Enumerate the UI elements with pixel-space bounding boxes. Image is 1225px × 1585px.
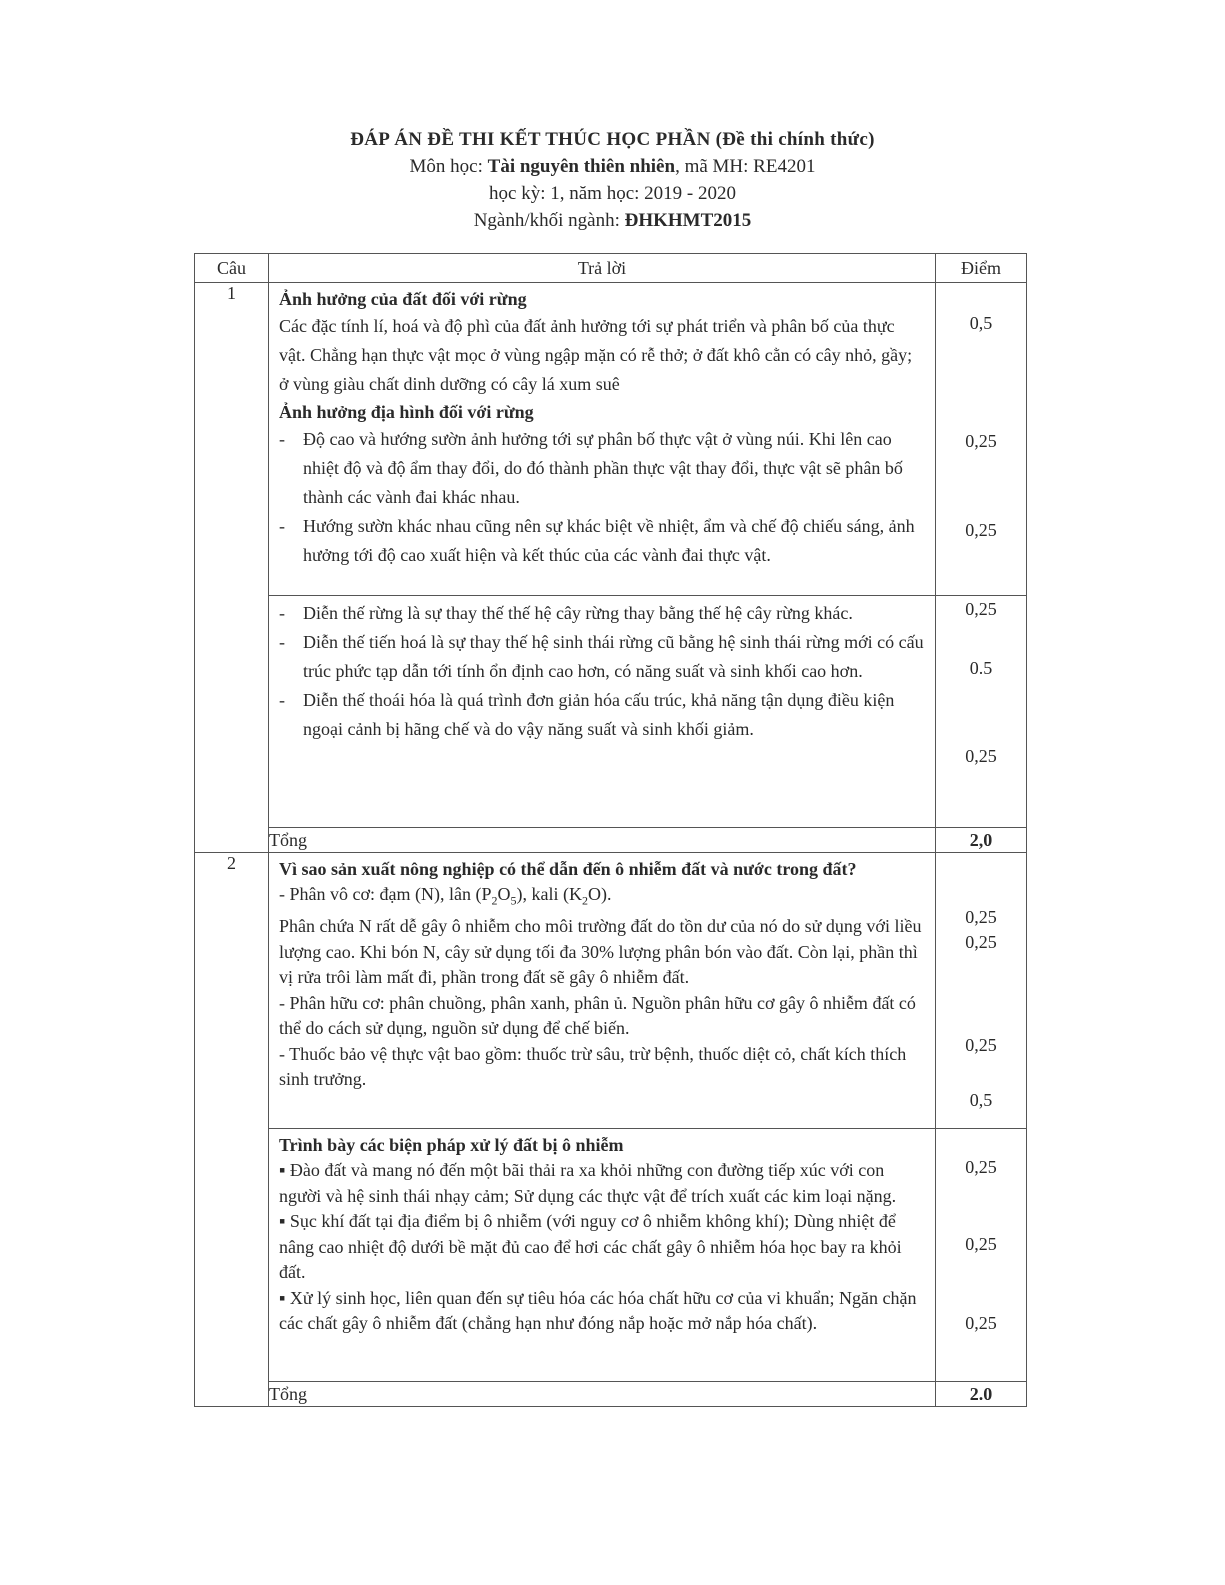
total-label: Tổng [269,1382,936,1407]
column-header-question: Câu [195,254,269,283]
total-row [195,1382,1027,1407]
answer-cell [269,1129,936,1382]
column-header-answer: Trả lời [269,254,936,283]
table-row [195,1129,1027,1382]
column-header-score: Điểm [936,254,1027,283]
score-cell [936,596,1027,828]
table-row [195,596,1027,828]
score-value: 0,25 [965,1035,997,1055]
total-score: 2.0 [936,1382,1027,1407]
score-value: 0,5 [969,1090,993,1110]
section-heading: Vì sao sản xuất nông nghiệp có thể dẫn đến ô nhiễm đất và nước trong đất? [279,859,857,879]
score-value: 0,25 [965,520,997,540]
score-value: 0,25 [965,1313,997,1333]
question-number: 2 [195,853,269,1407]
score-value: 0,25 [965,1157,997,1177]
score-value: 0,25 [965,431,997,451]
document-header [0,126,1225,234]
answer-paragraph: - Phân hữu cơ: phân chuồng, phân xanh, phân ủ. Nguồn phân hữu cơ gây ô nhiễm đất có thể do cách sử dụng, nguồn sử dụng để chế biến. [279,992,916,1039]
score-cell [936,853,1027,1129]
list-item: - Hướng sườn khác nhau cũng nên sự khác biệt về nhiệt, ẩm và chế độ chiếu sáng, ảnh hưởng tới độ cao xuất hiện và kết thúc của các vành đai thực vật. [279,516,915,565]
table-header-row [195,254,1027,283]
score-value: 0,25 [965,1234,997,1254]
answer-paragraph: - Phân vô cơ: đạm (N), lân $(P_2O_5)$, kali $(K_2O)$. [279,884,612,908]
list-item: ▪ Sục khí đất tại địa điểm bị ô nhiễm (với nguy cơ ô nhiễm không khí); Dùng nhiệt để nâng cao nhiệt độ dưới bề mặt đủ cao để hơi các chất gây ô nhiễm hóa học bay ra khỏi đất. [279,1211,902,1282]
score-value: 0,5 [969,313,993,333]
list-item: ▪ Xử lý sinh học, liên quan đến sự tiêu hóa các hóa chất hữu cơ của vi khuẩn; Ngăn chặn các chất gây ô nhiễm đất (chẳng hạn như đóng nắp hoặc mở nắp hóa chất). [279,1287,917,1333]
total-row [195,828,1027,853]
answer-paragraph: - Thuốc bảo vệ thực vật bao gồm: thuốc trừ sâu, trừ bệnh, thuốc diệt cỏ, chất kích thích sinh trưởng. [279,1043,907,1090]
subject-line: Môn học: Tài nguyên thiên nhiên, mã MH: RE4201 [409,156,816,177]
answer-cell [269,283,936,596]
major-code: ĐHKHMT2015 [624,210,752,231]
answer-cell [269,853,936,1129]
subject-name: Tài nguyên thiên nhiên [487,156,676,177]
score-cell [936,283,1027,596]
section-heading: Trình bày các biện pháp xử lý đất bị ô nhiễm [279,1135,624,1155]
score-value: 0,25 [965,932,997,952]
total-label: Tổng [269,828,936,853]
table-row [195,283,1027,596]
section-heading: Ảnh hưởng địa hình đối với rừng [279,402,534,422]
score-cell [936,1129,1027,1382]
score-value: 0,25 [965,907,997,927]
score-value: 0,25 [965,746,997,766]
answer-paragraph: Các đặc tính lí, hoá và độ phì của đất ảnh hưởng tới sự phát triển và phân bố của thực vật. Chẳng hạn thực vật mọc ở vùng ngập mặn có rễ thở; ở đất khô cằn có cây nhỏ, gầy; ở vùng giàu chất dinh dưỡng có cây lá xum suê [279,316,913,394]
answer-table [194,253,1027,1407]
score-value: 0.5 [969,658,993,678]
answer-paragraph: Phân chứa N rất dễ gây ô nhiễm cho môi trường đất do tồn dư của nó do sử dụng với liều lượng cao. Khi bón N, cây sử dụng tối đa 30% lượng phân bón vào đất. Còn lại, phần thì vị rửa trôi làm mất đi, phần trong đất sẽ gây ô nhiễm đất. [279,916,922,988]
document-title: ĐÁP ÁN ĐỀ THI KẾT THÚC HỌC PHẦN (Đề thi chính thức) [350,129,875,150]
list-item: - Diễn thế rừng là sự thay thế thế hệ cây rừng thay bằng thế hệ cây rừng khác. [279,603,853,623]
answer-cell [269,596,936,828]
total-score: 2,0 [936,828,1027,853]
list-item: - Diễn thế tiến hoá là sự thay thế hệ sinh thái rừng cũ bằng hệ sinh thái rừng mới có cấu trúc phức tạp dẫn tới tính ổn định cao hơn, có năng suất và sinh khối cao hơn. [279,632,924,681]
major-line: Ngành/khối ngành: ĐHKHMT2015 [473,210,752,231]
section-heading: Ảnh hưởng của đất đối với rừng [279,289,527,309]
list-item: ▪ Đào đất và mang nó đến một bãi thải ra xa khỏi những con đường tiếp xúc với con người và hệ sinh thái nhạy cảm; Sử dụng các thực vật để trích xuất các kim loại nặng. [279,1160,897,1206]
question-number: 1 [195,283,269,853]
list-item: - Diễn thế thoái hóa là quá trình đơn giản hóa cấu trúc, khả năng tận dụng điều kiện ngoại cảnh bị hãng chế và do vậy năng suất và sinh khối giảm. [279,690,895,739]
table-row [195,853,1027,1129]
score-value: 0,25 [965,599,997,619]
list-item: - Độ cao và hướng sườn ảnh hưởng tới sự phân bố thực vật ở vùng núi. Khi lên cao nhiệt độ và độ ẩm thay đổi, do đó thành phần thực vật thay đổi, thực vật sẽ phân bố thành các vành đai khác nhau. [279,429,903,507]
term-line: học kỳ: 1, năm học: 2019 - 2020 [489,183,736,204]
